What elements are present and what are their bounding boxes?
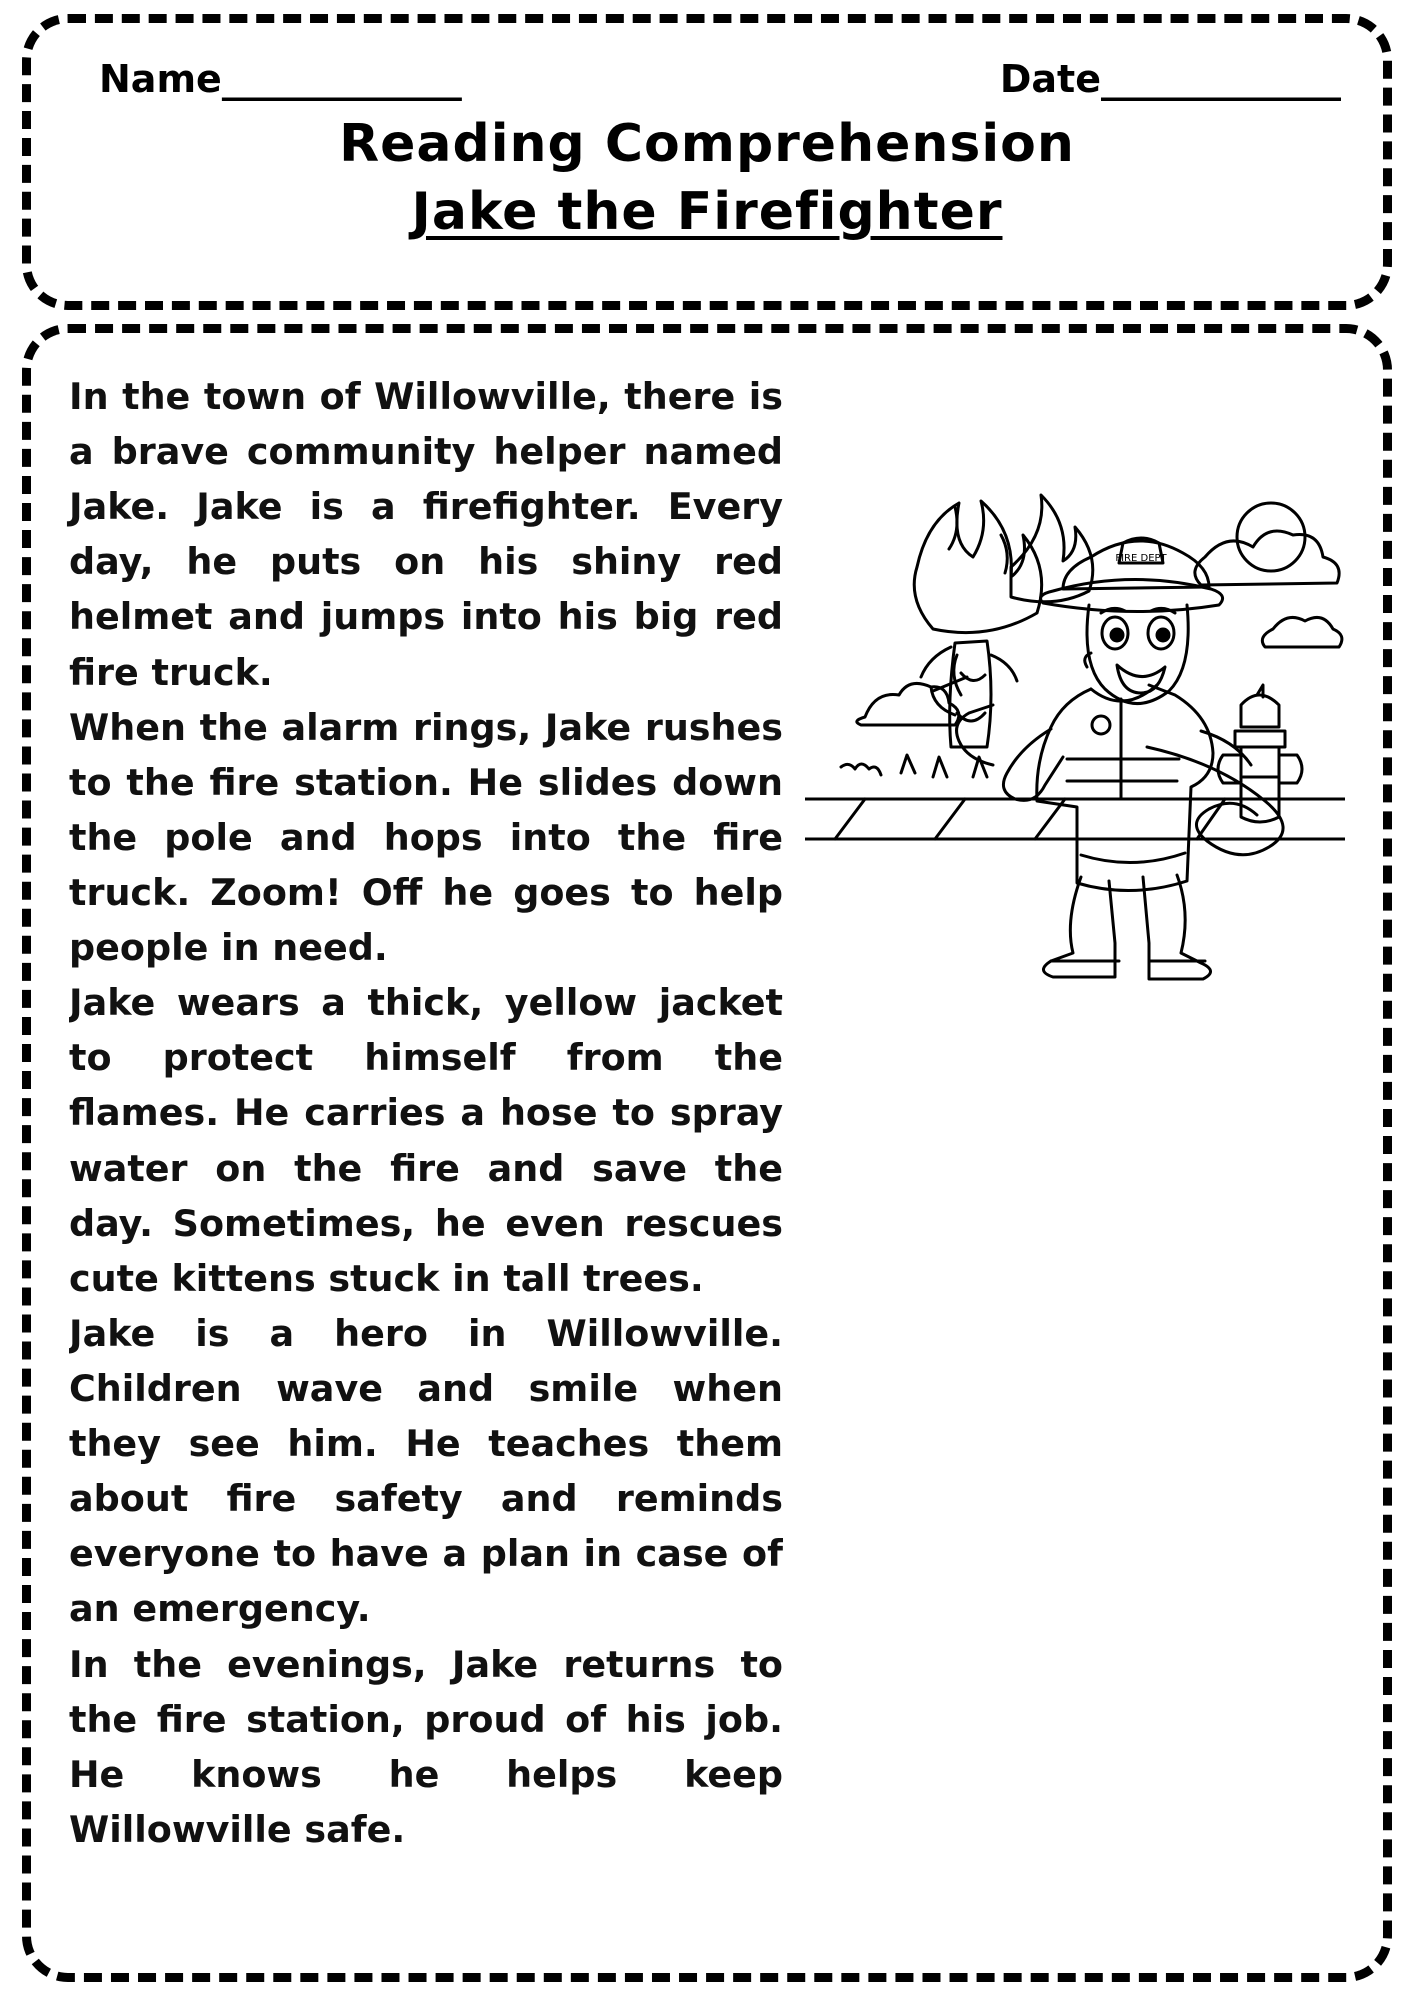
passage-panel [22, 324, 1392, 1982]
svg-text:FIRE DEPT: FIRE DEPT [1115, 553, 1167, 564]
passage-paragraph-4: Jake is a hero in Willowville. Children wave and smile when they see him. He teaches them about fire safety and reminds everyone to have a plan in case of an emergency. [69, 1311, 783, 1631]
passage-paragraph-1: In the town of Willowville, there is a brave community helper named Jake. Jake is a firefighter. Every day, he puts on his shiny red helmet and jumps into his big red fire truck. [69, 375, 783, 694]
passage-paragraph-2: When the alarm rings, Jake rushes to the fire station. He slides down the pole and hops into the fire truck. Zoom! Off he goes to help people in need. [69, 705, 783, 970]
firefighter-line-art [805, 447, 1345, 987]
date-field[interactable] [1000, 57, 1339, 101]
name-rule: ______________ [221, 57, 460, 101]
date-rule: ______________ [1101, 57, 1339, 101]
name-field[interactable] [99, 57, 460, 101]
page-title: Reading Comprehension [339, 114, 1075, 174]
date-label: Date [999, 57, 1101, 101]
page-subtitle: Jake the Firefighter [411, 181, 1003, 242]
name-label: Name [99, 57, 222, 101]
passage-paragraph-3: Jake wears a thick, yellow jacket to protect himself from the flames. He carries a hose to spray water on the fire and save the day. Sometimes, he even rescues cute kittens stuck in tall trees. [69, 981, 783, 1300]
header-panel [22, 14, 1392, 310]
passage-paragraph-5: In the evenings, Jake returns to the fire station, proud of his job. He knows he helps keep Willowville safe. [69, 1642, 783, 1851]
title-block [31, 115, 1383, 243]
name-date-row [31, 23, 1383, 101]
